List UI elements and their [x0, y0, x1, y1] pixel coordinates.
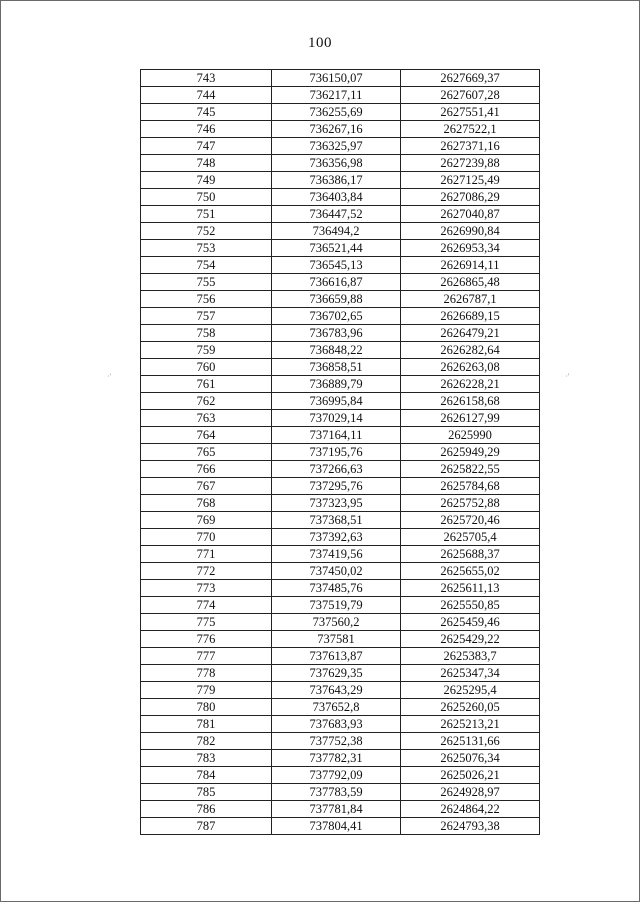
y-coordinate-cell: 2625295,4: [401, 682, 540, 699]
x-coordinate-cell: 736217,11: [272, 87, 401, 104]
point-number-cell: 755: [141, 274, 272, 291]
y-coordinate-cell: 2626914,11: [401, 257, 540, 274]
x-coordinate-cell: 737450,02: [272, 563, 401, 580]
point-number-cell: 783: [141, 750, 272, 767]
y-coordinate-cell: 2627040,87: [401, 206, 540, 223]
x-coordinate-cell: 737323,95: [272, 495, 401, 512]
y-coordinate-cell: 2626228,21: [401, 376, 540, 393]
x-coordinate-cell: 737164,11: [272, 427, 401, 444]
x-coordinate-cell: 736521,44: [272, 240, 401, 257]
y-coordinate-cell: 2625688,37: [401, 546, 540, 563]
point-number-cell: 759: [141, 342, 272, 359]
y-coordinate-cell: 2625383,7: [401, 648, 540, 665]
y-coordinate-cell: 2627522,1: [401, 121, 540, 138]
point-number-cell: 769: [141, 512, 272, 529]
y-coordinate-cell: 2626990,84: [401, 223, 540, 240]
y-coordinate-cell: 2627371,16: [401, 138, 540, 155]
point-number-cell: 775: [141, 614, 272, 631]
x-coordinate-cell: 737643,29: [272, 682, 401, 699]
y-coordinate-cell: 2626689,15: [401, 308, 540, 325]
table-row: [141, 257, 540, 274]
point-number-cell: 764: [141, 427, 272, 444]
table-row: [141, 818, 540, 835]
point-number-cell: 774: [141, 597, 272, 614]
y-coordinate-cell: 2625611,13: [401, 580, 540, 597]
y-coordinate-cell: 2625949,29: [401, 444, 540, 461]
table-row: [141, 580, 540, 597]
x-coordinate-cell: 737652,8: [272, 699, 401, 716]
point-number-cell: 752: [141, 223, 272, 240]
table-row: [141, 801, 540, 818]
x-coordinate-cell: 737419,56: [272, 546, 401, 563]
table-row: [141, 529, 540, 546]
x-coordinate-cell: 737804,41: [272, 818, 401, 835]
x-coordinate-cell: 737613,87: [272, 648, 401, 665]
table-row: [141, 546, 540, 563]
point-number-cell: 757: [141, 308, 272, 325]
y-coordinate-cell: 2625459,46: [401, 614, 540, 631]
point-number-cell: 776: [141, 631, 272, 648]
point-number-cell: 748: [141, 155, 272, 172]
y-coordinate-cell: 2625705,4: [401, 529, 540, 546]
point-number-cell: 761: [141, 376, 272, 393]
y-coordinate-cell: 2625213,21: [401, 716, 540, 733]
y-coordinate-cell: 2627086,29: [401, 189, 540, 206]
x-coordinate-cell: 736267,16: [272, 121, 401, 138]
point-number-cell: 760: [141, 359, 272, 376]
table-row: [141, 155, 540, 172]
point-number-cell: 781: [141, 716, 272, 733]
y-coordinate-cell: 2626263,08: [401, 359, 540, 376]
y-coordinate-cell: 2625026,21: [401, 767, 540, 784]
y-coordinate-cell: 2627607,28: [401, 87, 540, 104]
x-coordinate-cell: 737781,84: [272, 801, 401, 818]
table-row: [141, 733, 540, 750]
point-number-cell: 773: [141, 580, 272, 597]
table-row: [141, 512, 540, 529]
y-coordinate-cell: 2625720,46: [401, 512, 540, 529]
table-row: [141, 750, 540, 767]
point-number-cell: 785: [141, 784, 272, 801]
table-row: [141, 376, 540, 393]
point-number-cell: 756: [141, 291, 272, 308]
coordinates-table-body: [141, 70, 540, 835]
y-coordinate-cell: 2625347,34: [401, 665, 540, 682]
table-row: [141, 427, 540, 444]
x-coordinate-cell: 736783,96: [272, 325, 401, 342]
x-coordinate-cell: 736150,07: [272, 70, 401, 87]
point-number-cell: 754: [141, 257, 272, 274]
x-coordinate-cell: 737560,2: [272, 614, 401, 631]
x-coordinate-cell: 736545,13: [272, 257, 401, 274]
point-number-cell: 758: [141, 325, 272, 342]
y-coordinate-cell: 2626865,48: [401, 274, 540, 291]
point-number-cell: 768: [141, 495, 272, 512]
y-coordinate-cell: 2624928,97: [401, 784, 540, 801]
y-coordinate-cell: 2626953,34: [401, 240, 540, 257]
y-coordinate-cell: 2625822,55: [401, 461, 540, 478]
table-row: [141, 325, 540, 342]
x-coordinate-cell: 737683,93: [272, 716, 401, 733]
table-row: [141, 767, 540, 784]
y-coordinate-cell: 2624864,22: [401, 801, 540, 818]
table-row: [141, 70, 540, 87]
point-number-cell: 771: [141, 546, 272, 563]
point-number-cell: 787: [141, 818, 272, 835]
coordinates-table: [140, 69, 540, 835]
y-coordinate-cell: 2625260,05: [401, 699, 540, 716]
y-coordinate-cell: 2625076,34: [401, 750, 540, 767]
left-margin-mark: ·': [107, 372, 112, 381]
x-coordinate-cell: 736403,84: [272, 189, 401, 206]
table-row: [141, 206, 540, 223]
x-coordinate-cell: 737783,59: [272, 784, 401, 801]
table-row: [141, 682, 540, 699]
table-row: [141, 478, 540, 495]
point-number-cell: 786: [141, 801, 272, 818]
table-row: [141, 699, 540, 716]
y-coordinate-cell: 2627125,49: [401, 172, 540, 189]
x-coordinate-cell: 737581: [272, 631, 401, 648]
table-row: [141, 87, 540, 104]
table-row: [141, 189, 540, 206]
y-coordinate-cell: 2626127,99: [401, 410, 540, 427]
point-number-cell: 749: [141, 172, 272, 189]
point-number-cell: 751: [141, 206, 272, 223]
x-coordinate-cell: 737485,76: [272, 580, 401, 597]
table-row: [141, 410, 540, 427]
y-coordinate-cell: 2625429,22: [401, 631, 540, 648]
table-row: [141, 648, 540, 665]
y-coordinate-cell: 2624793,38: [401, 818, 540, 835]
x-coordinate-cell: 737368,51: [272, 512, 401, 529]
table-row: [141, 359, 540, 376]
x-coordinate-cell: 737752,38: [272, 733, 401, 750]
table-row: [141, 342, 540, 359]
x-coordinate-cell: 736356,98: [272, 155, 401, 172]
point-number-cell: 762: [141, 393, 272, 410]
point-number-cell: 744: [141, 87, 272, 104]
y-coordinate-cell: 2625752,88: [401, 495, 540, 512]
x-coordinate-cell: 737629,35: [272, 665, 401, 682]
point-number-cell: 747: [141, 138, 272, 155]
point-number-cell: 765: [141, 444, 272, 461]
point-number-cell: 750: [141, 189, 272, 206]
table-row: [141, 495, 540, 512]
point-number-cell: 746: [141, 121, 272, 138]
table-row: [141, 172, 540, 189]
point-number-cell: 779: [141, 682, 272, 699]
y-coordinate-cell: 2625131,66: [401, 733, 540, 750]
x-coordinate-cell: 736995,84: [272, 393, 401, 410]
table-row: [141, 716, 540, 733]
table-row: [141, 665, 540, 682]
x-coordinate-cell: 737266,63: [272, 461, 401, 478]
right-margin-mark: ·': [565, 372, 570, 381]
point-number-cell: 784: [141, 767, 272, 784]
y-coordinate-cell: 2626787,1: [401, 291, 540, 308]
point-number-cell: 782: [141, 733, 272, 750]
x-coordinate-cell: 737519,79: [272, 597, 401, 614]
point-number-cell: 766: [141, 461, 272, 478]
y-coordinate-cell: 2626158,68: [401, 393, 540, 410]
point-number-cell: 778: [141, 665, 272, 682]
table-row: [141, 597, 540, 614]
table-row: [141, 138, 540, 155]
x-coordinate-cell: 736616,87: [272, 274, 401, 291]
x-coordinate-cell: 736889,79: [272, 376, 401, 393]
x-coordinate-cell: 737392,63: [272, 529, 401, 546]
table-row: [141, 240, 540, 257]
table-row: [141, 631, 540, 648]
x-coordinate-cell: 736659,88: [272, 291, 401, 308]
point-number-cell: 745: [141, 104, 272, 121]
table-row: [141, 444, 540, 461]
y-coordinate-cell: 2627551,41: [401, 104, 540, 121]
point-number-cell: 753: [141, 240, 272, 257]
y-coordinate-cell: 2626282,64: [401, 342, 540, 359]
x-coordinate-cell: 736447,52: [272, 206, 401, 223]
x-coordinate-cell: 736702,65: [272, 308, 401, 325]
point-number-cell: 777: [141, 648, 272, 665]
point-number-cell: 743: [141, 70, 272, 87]
y-coordinate-cell: 2625784,68: [401, 478, 540, 495]
point-number-cell: 763: [141, 410, 272, 427]
point-number-cell: 772: [141, 563, 272, 580]
table-row: [141, 121, 540, 138]
y-coordinate-cell: 2625655,02: [401, 563, 540, 580]
table-row: [141, 308, 540, 325]
x-coordinate-cell: 736848,22: [272, 342, 401, 359]
y-coordinate-cell: 2625990: [401, 427, 540, 444]
y-coordinate-cell: 2627239,88: [401, 155, 540, 172]
x-coordinate-cell: 737295,76: [272, 478, 401, 495]
x-coordinate-cell: 736494,2: [272, 223, 401, 240]
table-row: [141, 784, 540, 801]
x-coordinate-cell: 736325,97: [272, 138, 401, 155]
y-coordinate-cell: 2626479,21: [401, 325, 540, 342]
table-row: [141, 393, 540, 410]
y-coordinate-cell: 2625550,85: [401, 597, 540, 614]
y-coordinate-cell: 2627669,37: [401, 70, 540, 87]
x-coordinate-cell: 737792,09: [272, 767, 401, 784]
x-coordinate-cell: 737782,31: [272, 750, 401, 767]
table-row: [141, 461, 540, 478]
table-row: [141, 614, 540, 631]
table-row: [141, 274, 540, 291]
x-coordinate-cell: 736255,69: [272, 104, 401, 121]
point-number-cell: 780: [141, 699, 272, 716]
page-number: 100: [308, 35, 332, 51]
point-number-cell: 770: [141, 529, 272, 546]
table-row: [141, 223, 540, 240]
table-row: [141, 104, 540, 121]
x-coordinate-cell: 736858,51: [272, 359, 401, 376]
x-coordinate-cell: 736386,17: [272, 172, 401, 189]
x-coordinate-cell: 737195,76: [272, 444, 401, 461]
point-number-cell: 767: [141, 478, 272, 495]
table-row: [141, 563, 540, 580]
x-coordinate-cell: 737029,14: [272, 410, 401, 427]
table-row: [141, 291, 540, 308]
